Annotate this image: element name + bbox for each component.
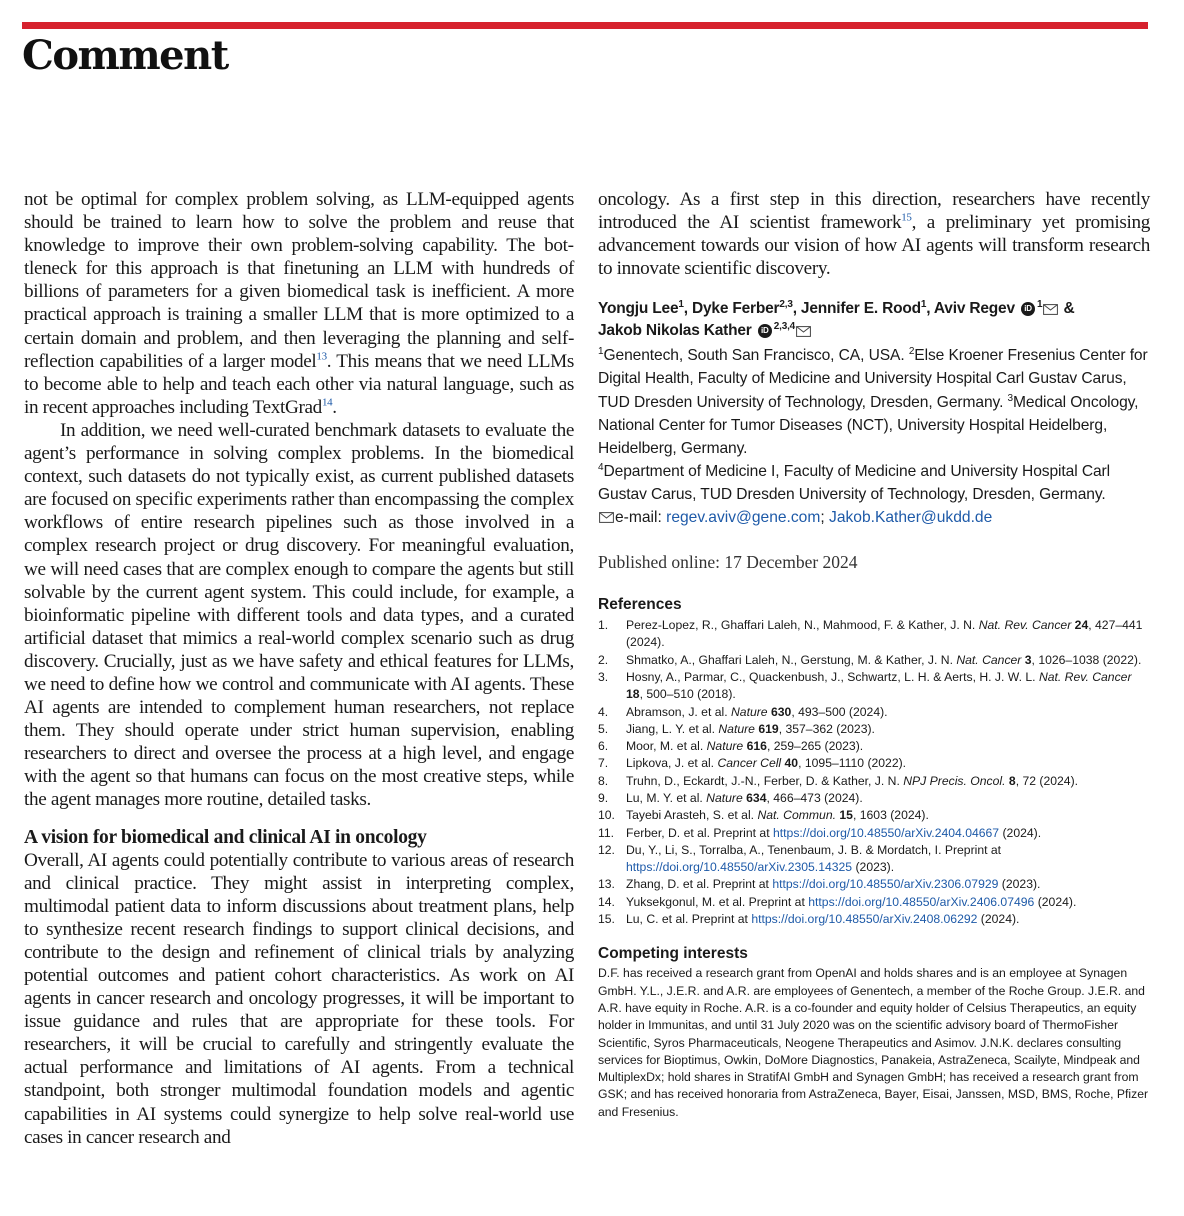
reference-number: 12. bbox=[598, 842, 615, 857]
reference-number: 11. bbox=[598, 825, 615, 840]
author-name[interactable]: Jakob Nikolas Kather bbox=[598, 322, 752, 340]
reference-number: 9. bbox=[598, 791, 609, 805]
reference-volume: 616 bbox=[746, 739, 767, 754]
reference-item bbox=[598, 894, 1150, 911]
citation-link[interactable]: 15 bbox=[901, 211, 912, 224]
citation-link[interactable]: 13 bbox=[316, 350, 327, 363]
affiliation-marker: 1 bbox=[678, 299, 684, 311]
reference-number: 6. bbox=[598, 739, 609, 754]
body-paragraph-3: Overall, AI agents could potentially contribute to various areas of research and clinical practice. They might assist in interpreting complex, multimodal patient data to inform discussions about treatment plans, help to synthesize recent research findings to support clinical decisions, and contribute to the design and refinement of clinical trials by analyzing potential outcomes and patient cohort characteristics. As work on AI agents in cancer research and oncology progresses, it will be important to issue guidance and rules that are appropriate for these tools. For researchers, it will be crucial to carefully and stringently evaluate the actual performance and limitations of AI agents. From a technical standpoint, both stronger multimodal foundation models and agentic capabilities in AI systems could synergize to help solve real-world use cases in cancer research and bbox=[24, 849, 574, 1148]
competing-interests-heading: Competing interests bbox=[598, 945, 748, 963]
affiliation-marker: 1 bbox=[598, 346, 604, 358]
reference-item bbox=[598, 842, 1150, 877]
reference-item bbox=[598, 617, 1150, 652]
reference-doi-link[interactable]: https://doi.org/10.48550/arXiv.2404.04667 bbox=[773, 825, 1000, 840]
affiliation-marker: 4 bbox=[598, 461, 604, 473]
reference-journal: Nat. Commun. bbox=[757, 808, 837, 823]
left-column bbox=[24, 188, 574, 1149]
affiliation-marker: 1 bbox=[920, 299, 927, 311]
affiliation-text: Department of Medicine I, Faculty of Medicine and University Hospital Carl Gustav Carus, TUD Dresden University of Technology, Dresden, Germany. bbox=[598, 462, 1111, 503]
email-link[interactable]: Jakob.Kather@ukdd.de bbox=[829, 509, 993, 527]
reference-volume: 18 bbox=[626, 687, 640, 702]
reference-authors: Lu, M. Y. et al. bbox=[626, 791, 707, 805]
competing-interests-text: D.F. has received a research grant from OpenAI and holds shares and is an employee at Synagen GmbH. Y.L., J.E.R. and A.R. are employees of Genentech, a member of the Roche Group. J.E.R. and A.R. have equity in Roche. A.R. is a co-founder and equity holder of Celsius Therapeutics, an equity holder in Immunitas, and until 31 July 2020 was on the scientific advisory board of ThermoFisher Scientific, Syros Pharmaceuticals, Neogene Therapeutics and Asimov. J.N.K. declares consulting services for Bioptimus, Owkin, DoMore Diagnostics, Panakeia, AstraZeneca, Scailyte, Mindpeak and MultiplexDx; hold shares in StratifAI GmbH and Synagen GmbH; has received a research grant from GSK; and has received honoraria from AstraZeneca, Bayer, Eisai, Janssen, MSD, BMS, Roche, Pfizer and Fresenius. bbox=[598, 966, 1149, 1119]
reference-authors: Abramson, J. et al. bbox=[626, 704, 731, 719]
reference-number: 8. bbox=[598, 773, 609, 788]
paragraph-text: oncology. As a first step in this direction, researchers have recently introduced the AI scientist framework bbox=[598, 189, 1150, 234]
separator: , bbox=[792, 300, 797, 318]
reference-volume: 630 bbox=[770, 704, 792, 719]
reference-authors: Zhang, D. et al. Preprint at bbox=[626, 877, 773, 892]
reference-authors: Truhn, D., Eckardt, J.-N., Ferber, D. & Kather, J. N. bbox=[626, 773, 904, 788]
references-heading: References bbox=[598, 596, 682, 614]
section-label: Comment bbox=[22, 32, 228, 79]
reference-doi-link[interactable]: https://doi.org/10.48550/arXiv.2305.14325 bbox=[626, 860, 853, 875]
reference-item bbox=[598, 652, 1150, 669]
reference-details: (2024). bbox=[1034, 894, 1077, 909]
affiliation-text: Else Kroener Fresenius Center for Digital Health, Faculty of Medicine and University Hospital Carl Gustav Carus, TUD Dresden University of Technology, Dresden, Germany. bbox=[598, 347, 1148, 411]
reference-journal: Nature bbox=[718, 721, 755, 736]
reference-item bbox=[598, 755, 1150, 772]
reference-authors: Lipkova, J. et al. bbox=[626, 756, 718, 771]
reference-item bbox=[598, 911, 1150, 928]
paragraph-text: not be optimal for complex problem solving, as LLM-equipped agents should be trained to learn how to solve the problem and reuse that knowledge to improve their own problem-solving capability. The bottleneck for this approach is that finetuning an LLM with hundreds of billions of parameters for a given biomedical task is inefficient. A more practical approach is training a smaller LLM that is more optimized to a certain domain and problem, and then leveraging the planning and self-reflection capabilities of a larger model bbox=[24, 189, 574, 372]
email-line bbox=[598, 506, 1150, 529]
author-list bbox=[598, 298, 1150, 342]
reference-journal: Nature bbox=[706, 739, 744, 754]
reference-details: , 1603 (2024). bbox=[852, 808, 929, 823]
reference-item bbox=[598, 721, 1150, 738]
affiliation-marker: 1 bbox=[1037, 299, 1043, 311]
author-name[interactable]: Dyke Ferber bbox=[691, 300, 780, 318]
reference-item bbox=[598, 669, 1150, 704]
reference-item bbox=[598, 773, 1150, 790]
reference-volume: 3 bbox=[1024, 652, 1032, 667]
reference-journal: NPJ Precis. Oncol. bbox=[903, 773, 1006, 788]
orcid-icon[interactable]: iD bbox=[758, 324, 772, 338]
reference-details: (2023). bbox=[852, 860, 895, 875]
reference-details: , 1026–1038 (2022). bbox=[1031, 652, 1142, 667]
reference-list bbox=[598, 617, 1150, 928]
section-heading: A vision for biomedical and clinical AI in oncology bbox=[24, 826, 427, 848]
reference-volume: 40 bbox=[784, 756, 799, 771]
envelope-icon bbox=[599, 512, 614, 523]
reference-details: , 466–473 (2024). bbox=[766, 791, 863, 805]
reference-details: , 427–441 (2024). bbox=[626, 618, 1143, 650]
reference-details: (2023). bbox=[998, 877, 1041, 892]
reference-details: , 357–362 (2023). bbox=[778, 721, 875, 736]
envelope-icon[interactable] bbox=[796, 326, 811, 337]
reference-number: 10. bbox=[598, 808, 615, 823]
author-name[interactable]: Jennifer E. Rood bbox=[800, 300, 921, 318]
reference-item bbox=[598, 876, 1150, 893]
reference-journal: Nat. Cancer bbox=[956, 652, 1022, 667]
reference-authors: Hosny, A., Parmar, C., Quackenbush, J., Schwartz, L. H. & Aerts, H. J. W. L. bbox=[626, 669, 1039, 684]
affiliation-text: Genentech, South San Francisco, CA, USA. bbox=[603, 347, 909, 365]
reference-item bbox=[598, 807, 1150, 824]
author-name[interactable]: Yongju Lee bbox=[598, 300, 679, 318]
reference-number: 4. bbox=[598, 704, 609, 719]
affiliation-marker: 2,3,4 bbox=[773, 321, 796, 333]
body-paragraph-1 bbox=[24, 188, 574, 419]
header-rule bbox=[22, 22, 1148, 29]
paragraph-text: . bbox=[332, 396, 337, 418]
reference-volume: 24 bbox=[1074, 618, 1089, 633]
reference-details: (2024). bbox=[977, 912, 1020, 927]
ampersand: & bbox=[1063, 300, 1075, 318]
affiliation-marker: 2,3 bbox=[779, 299, 793, 311]
separator: ; bbox=[820, 509, 830, 527]
reference-doi-link[interactable]: https://doi.org/10.48550/arXiv.2306.07929 bbox=[772, 877, 999, 892]
published-date: Published online: 17 December 2024 bbox=[598, 552, 858, 573]
affiliation-marker: 2 bbox=[908, 346, 915, 358]
affiliations bbox=[598, 344, 1150, 506]
reference-doi-link[interactable]: https://doi.org/10.48550/arXiv.2408.06292 bbox=[751, 912, 978, 927]
reference-authors: Ferber, D. et al. Preprint at bbox=[626, 825, 773, 840]
body-paragraph-2: In addition, we need well-curated benchmark datasets to evaluate the agent’s performance in solving complex problems. In the biomedical context, such datasets do not typically exist, as current published datasets are focused on specific experiments rather than encompassing the complex workflows of entire research pipelines such as those involved in a complex research project or drug discovery. For meaningful evaluation, we will need cases that are complex enough to compare the agents but still solvable by the current agent system. This could include, for example, a bioinformatic pipeline with different tools and data types, and a curated artificial dataset that mimics a real-world complex scenario such as drug discovery. Crucially, just as we have safety and ethical features for LLMs, we need to define how we control and communicate with AI agents. These AI agents are intended to complement human researchers, not replace them. They should operate under strict human supervision, enabling researchers to direct and oversee the process at a high level, and engage with the agent so that humans can focus on the most creative steps, while the agent manages more routine, detailed tasks. bbox=[24, 419, 574, 811]
reference-details: , 1095–1110 (2022). bbox=[798, 756, 907, 771]
reference-details: , 259–265 (2023). bbox=[766, 739, 864, 754]
orcid-icon[interactable]: iD bbox=[1021, 302, 1035, 316]
reference-volume: 8 bbox=[1008, 773, 1016, 788]
reference-number: 7. bbox=[598, 756, 609, 771]
reference-number: 3. bbox=[598, 669, 609, 684]
reference-journal: Nature bbox=[706, 791, 743, 805]
reference-journal: Nature bbox=[731, 704, 768, 719]
separator: , bbox=[926, 300, 931, 318]
reference-number: 1. bbox=[598, 618, 609, 633]
reference-authors: Perez-Lopez, R., Ghaffari Laleh, N., Mahmood, F. & Kather, J. N. bbox=[626, 618, 979, 633]
reference-number: 14. bbox=[598, 894, 615, 909]
reference-doi-link[interactable]: https://doi.org/10.48550/arXiv.2406.07496 bbox=[808, 894, 1035, 909]
reference-number: 5. bbox=[598, 721, 609, 736]
reference-authors: Jiang, L. Y. et al. bbox=[626, 721, 719, 736]
reference-item bbox=[598, 704, 1150, 721]
paragraph-text: . This means that we need LLMs to become able to help and teach each other via natural language, such as in recent approaches including TextGrad bbox=[24, 350, 574, 418]
reference-journal: Nat. Rev. Cancer bbox=[1038, 669, 1132, 684]
separator: , bbox=[683, 300, 688, 318]
reference-number: 15. bbox=[598, 912, 615, 927]
reference-number: 2. bbox=[598, 652, 609, 667]
paragraph-text: , a preliminary yet promising advancement towards our vision of how AI agents will transform research to innovate scientific discovery. bbox=[598, 212, 1150, 280]
reference-item bbox=[598, 790, 1150, 807]
reference-journal: Cancer Cell bbox=[717, 756, 782, 771]
reference-details: (2024). bbox=[999, 825, 1042, 840]
right-column bbox=[598, 188, 1150, 1121]
body-paragraph-4 bbox=[598, 188, 1150, 280]
reference-volume: 634 bbox=[746, 791, 767, 805]
author-name[interactable]: Aviv Regev bbox=[933, 300, 1015, 318]
reference-authors: Yuksekgonul, M. et al. Preprint at bbox=[626, 894, 809, 909]
affiliation-text: Medical Oncology, National Center for Tumor Diseases (NCT), University Hospital Heidelberg, Heidelberg, Germany. bbox=[598, 393, 1139, 457]
affiliation-marker: 3 bbox=[1007, 392, 1013, 404]
reference-authors: Moor, M. et al. bbox=[626, 739, 707, 754]
reference-authors: Du, Y., Li, S., Torralba, A., Tenenbaum, J. B. & Mordatch, I. Preprint at bbox=[626, 842, 1002, 857]
reference-item bbox=[598, 825, 1150, 842]
reference-authors: Tayebi Arasteh, S. et al. bbox=[626, 808, 758, 823]
email-link[interactable]: regev.aviv@gene.com bbox=[666, 509, 821, 527]
reference-journal: Nat. Rev. Cancer bbox=[978, 618, 1072, 633]
reference-authors: Lu, C. et al. Preprint at bbox=[626, 912, 752, 927]
reference-volume: 619 bbox=[758, 721, 779, 736]
email-label: e-mail: bbox=[615, 509, 667, 527]
reference-details: , 500–510 (2018). bbox=[639, 687, 736, 702]
reference-details: , 72 (2024). bbox=[1015, 773, 1079, 788]
citation-link[interactable]: 14 bbox=[321, 396, 333, 409]
reference-details: , 493–500 (2024). bbox=[791, 704, 888, 719]
reference-authors: Shmatko, A., Ghaffari Laleh, N., Gerstung, M. & Kather, J. N. bbox=[626, 652, 957, 667]
reference-item bbox=[598, 738, 1150, 755]
envelope-icon[interactable] bbox=[1043, 304, 1058, 315]
reference-volume: 15 bbox=[839, 808, 853, 823]
reference-number: 13. bbox=[598, 877, 615, 892]
